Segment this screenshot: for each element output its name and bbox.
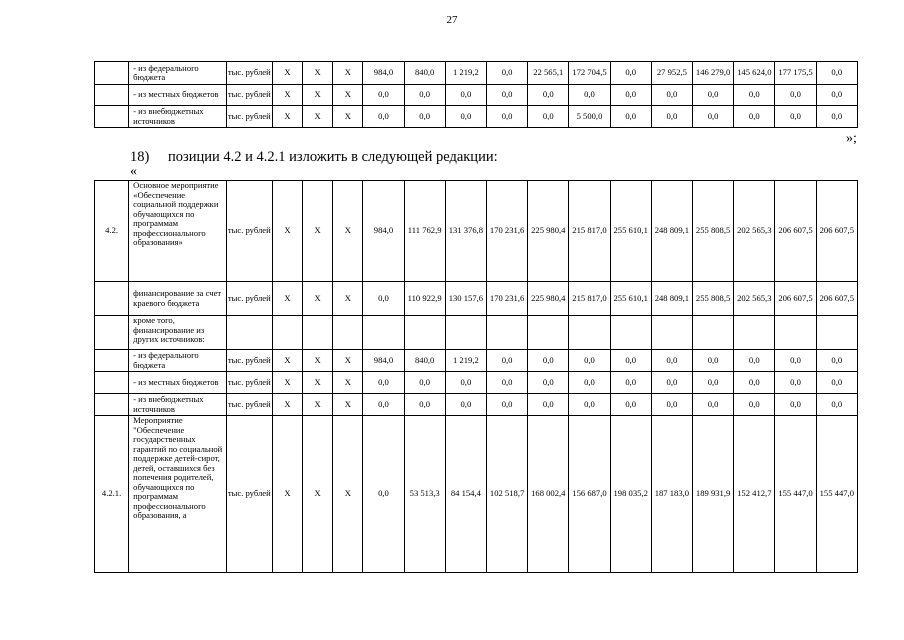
value-cell: 27 952,5 bbox=[651, 62, 692, 85]
value-cell: 146 279,0 bbox=[693, 62, 734, 85]
closing-quote: »; bbox=[846, 131, 857, 146]
value-cell: 840,0 bbox=[404, 350, 445, 372]
value-cell bbox=[303, 316, 333, 350]
value-cell: 0,0 bbox=[610, 62, 651, 85]
value-cell: 225 980,4 bbox=[528, 282, 569, 316]
value-cell: 0,0 bbox=[445, 106, 486, 128]
value-cell: 0,0 bbox=[816, 350, 857, 372]
table-row bbox=[95, 372, 858, 394]
value-cell: X bbox=[303, 85, 333, 106]
value-cell: 225 980,4 bbox=[528, 181, 569, 282]
value-cell: X bbox=[303, 350, 333, 372]
value-cell bbox=[569, 316, 610, 350]
value-cell: 206 607,5 bbox=[816, 282, 857, 316]
value-cell: 0,0 bbox=[404, 106, 445, 128]
value-cell: 0,0 bbox=[651, 350, 692, 372]
value-cell: 1 219,2 bbox=[445, 62, 486, 85]
value-cell: 0,0 bbox=[486, 106, 527, 128]
value-cell: X bbox=[272, 85, 302, 106]
value-cell: 155 447,0 bbox=[816, 416, 857, 573]
value-cell: 5 500,0 bbox=[569, 106, 610, 128]
value-cell: 0,0 bbox=[528, 350, 569, 372]
row-code-cell bbox=[95, 62, 129, 85]
value-cell: 0,0 bbox=[651, 394, 692, 416]
value-cell: 0,0 bbox=[486, 62, 527, 85]
value-cell: 0,0 bbox=[569, 394, 610, 416]
value-cell: X bbox=[303, 282, 333, 316]
value-cell: 0,0 bbox=[693, 394, 734, 416]
row-code-cell bbox=[95, 282, 129, 316]
value-cell: 168 002,4 bbox=[528, 416, 569, 573]
value-cell bbox=[693, 316, 734, 350]
row-unit-cell: тыс. рублей bbox=[226, 106, 272, 128]
value-cell: 984,0 bbox=[363, 350, 404, 372]
value-cell: 0,0 bbox=[610, 106, 651, 128]
table-row bbox=[95, 350, 858, 372]
value-cell: X bbox=[303, 394, 333, 416]
value-cell: X bbox=[303, 62, 333, 85]
value-cell bbox=[333, 316, 363, 350]
row-unit-cell: тыс. рублей bbox=[226, 85, 272, 106]
value-cell: 206 607,5 bbox=[775, 181, 816, 282]
value-cell: 22 565,1 bbox=[528, 62, 569, 85]
row-unit-cell: тыс. рублей bbox=[226, 62, 272, 85]
value-cell: 0,0 bbox=[363, 282, 404, 316]
value-cell: 131 376,8 bbox=[445, 181, 486, 282]
value-cell bbox=[651, 316, 692, 350]
value-cell: 0,0 bbox=[569, 372, 610, 394]
table-row bbox=[95, 282, 858, 316]
value-cell: 0,0 bbox=[569, 85, 610, 106]
value-cell: X bbox=[272, 106, 302, 128]
value-cell: 0,0 bbox=[610, 350, 651, 372]
value-cell: X bbox=[272, 394, 302, 416]
value-cell: 0,0 bbox=[363, 416, 404, 573]
value-cell: X bbox=[272, 350, 302, 372]
row-name-cell: финансирование за счет краевого бюджета bbox=[129, 282, 227, 316]
value-cell: 255 610,1 bbox=[610, 181, 651, 282]
value-cell: 0,0 bbox=[816, 85, 857, 106]
continuation-table bbox=[94, 61, 858, 128]
row-code-cell bbox=[95, 316, 129, 350]
value-cell: 177 175,5 bbox=[775, 62, 816, 85]
value-cell bbox=[734, 316, 775, 350]
value-cell: 0,0 bbox=[363, 372, 404, 394]
value-cell: X bbox=[333, 416, 363, 573]
value-cell: 0,0 bbox=[528, 85, 569, 106]
value-cell: X bbox=[303, 106, 333, 128]
value-cell: X bbox=[303, 416, 333, 573]
item-text: позиции 4.2 и 4.2.1 изложить в следующей редакции: bbox=[168, 149, 498, 165]
row-name-cell: - из внебюджетных источников bbox=[129, 106, 227, 128]
value-cell: 255 610,1 bbox=[610, 282, 651, 316]
page-number: 27 bbox=[446, 14, 458, 26]
row-name-cell: - из федерального бюджета bbox=[129, 350, 227, 372]
value-cell: 0,0 bbox=[363, 394, 404, 416]
row-name-cell: кроме того, финансирование из других источников: bbox=[129, 316, 227, 350]
value-cell: 840,0 bbox=[404, 62, 445, 85]
value-cell: 0,0 bbox=[486, 350, 527, 372]
value-cell: 0,0 bbox=[734, 106, 775, 128]
value-cell: 202 565,3 bbox=[734, 181, 775, 282]
value-cell: 0,0 bbox=[775, 106, 816, 128]
value-cell: 0,0 bbox=[528, 372, 569, 394]
value-cell: 170 231,6 bbox=[486, 181, 527, 282]
value-cell: 984,0 bbox=[363, 62, 404, 85]
value-cell: X bbox=[272, 416, 302, 573]
value-cell: 255 808,5 bbox=[693, 282, 734, 316]
value-cell bbox=[816, 316, 857, 350]
value-cell: 0,0 bbox=[486, 85, 527, 106]
row-code-cell: 4.2. bbox=[95, 181, 129, 282]
value-cell: X bbox=[272, 181, 302, 282]
value-cell: 0,0 bbox=[363, 106, 404, 128]
value-cell: 0,0 bbox=[734, 394, 775, 416]
row-code-cell bbox=[95, 85, 129, 106]
value-cell bbox=[775, 316, 816, 350]
row-name-cell: - из местных бюджетов bbox=[129, 85, 227, 106]
row-name-cell: - из местных бюджетов bbox=[129, 372, 227, 394]
value-cell: 206 607,5 bbox=[816, 181, 857, 282]
value-cell: 102 518,7 bbox=[486, 416, 527, 573]
table-row bbox=[95, 106, 858, 128]
value-cell: 0,0 bbox=[404, 372, 445, 394]
value-cell: 189 931,9 bbox=[693, 416, 734, 573]
value-cell: 198 035,2 bbox=[610, 416, 651, 573]
value-cell: 0,0 bbox=[528, 106, 569, 128]
value-cell: 0,0 bbox=[693, 106, 734, 128]
value-cell: X bbox=[272, 62, 302, 85]
value-cell: 0,0 bbox=[404, 85, 445, 106]
value-cell: 0,0 bbox=[734, 350, 775, 372]
value-cell: 0,0 bbox=[775, 394, 816, 416]
value-cell: 0,0 bbox=[651, 85, 692, 106]
value-cell: 0,0 bbox=[651, 372, 692, 394]
value-cell: 84 154,4 bbox=[445, 416, 486, 573]
row-name-cell: - из внебюджетных источников bbox=[129, 394, 227, 416]
value-cell: 0,0 bbox=[445, 372, 486, 394]
row-code-cell bbox=[95, 394, 129, 416]
value-cell bbox=[404, 316, 445, 350]
row-unit-cell: тыс. рублей bbox=[226, 416, 272, 573]
item-number: 18) bbox=[130, 149, 150, 165]
table-row bbox=[95, 85, 858, 106]
value-cell: 0,0 bbox=[486, 394, 527, 416]
value-cell: X bbox=[333, 394, 363, 416]
value-cell: X bbox=[303, 181, 333, 282]
value-cell: 0,0 bbox=[816, 106, 857, 128]
value-cell: 152 412,7 bbox=[734, 416, 775, 573]
value-cell: 0,0 bbox=[734, 85, 775, 106]
value-cell: 0,0 bbox=[445, 85, 486, 106]
value-cell: 0,0 bbox=[775, 85, 816, 106]
value-cell: X bbox=[303, 372, 333, 394]
value-cell bbox=[272, 316, 302, 350]
value-cell: 1 219,2 bbox=[445, 350, 486, 372]
value-cell: 0,0 bbox=[775, 372, 816, 394]
value-cell: 0,0 bbox=[610, 372, 651, 394]
value-cell: 202 565,3 bbox=[734, 282, 775, 316]
row-unit-cell: тыс. рублей bbox=[226, 282, 272, 316]
value-cell: 248 809,1 bbox=[651, 282, 692, 316]
row-unit-cell: тыс. рублей bbox=[226, 181, 272, 282]
value-cell: 145 624,0 bbox=[734, 62, 775, 85]
value-cell bbox=[363, 316, 404, 350]
row-name-cell: - из федерального бюджета bbox=[129, 62, 227, 85]
table-row bbox=[95, 416, 858, 573]
table-row bbox=[95, 316, 858, 350]
value-cell bbox=[528, 316, 569, 350]
table-row bbox=[95, 394, 858, 416]
value-cell: 0,0 bbox=[445, 394, 486, 416]
value-cell: 0,0 bbox=[404, 394, 445, 416]
value-cell: 187 183,0 bbox=[651, 416, 692, 573]
value-cell: 110 922,9 bbox=[404, 282, 445, 316]
value-cell: 156 687,0 bbox=[569, 416, 610, 573]
row-unit-cell: тыс. рублей bbox=[226, 394, 272, 416]
value-cell: 984,0 bbox=[363, 181, 404, 282]
value-cell: X bbox=[333, 181, 363, 282]
value-cell: 0,0 bbox=[693, 372, 734, 394]
value-cell: 0,0 bbox=[528, 394, 569, 416]
value-cell: X bbox=[333, 350, 363, 372]
value-cell: 172 704,5 bbox=[569, 62, 610, 85]
amendment-item-heading bbox=[130, 149, 498, 166]
value-cell: 255 808,5 bbox=[693, 181, 734, 282]
table-row bbox=[95, 181, 858, 282]
value-cell bbox=[610, 316, 651, 350]
value-cell: 0,0 bbox=[734, 372, 775, 394]
row-code-cell: 4.2.1. bbox=[95, 416, 129, 573]
value-cell: 0,0 bbox=[363, 85, 404, 106]
value-cell: 0,0 bbox=[816, 394, 857, 416]
value-cell: 215 817,0 bbox=[569, 282, 610, 316]
value-cell: 0,0 bbox=[816, 62, 857, 85]
value-cell: X bbox=[333, 85, 363, 106]
value-cell: 130 157,6 bbox=[445, 282, 486, 316]
value-cell bbox=[486, 316, 527, 350]
value-cell: 111 762,9 bbox=[404, 181, 445, 282]
value-cell: 248 809,1 bbox=[651, 181, 692, 282]
opening-quote: « bbox=[130, 164, 137, 179]
value-cell: 53 513,3 bbox=[404, 416, 445, 573]
value-cell: 0,0 bbox=[693, 350, 734, 372]
value-cell: X bbox=[272, 282, 302, 316]
value-cell: 170 231,6 bbox=[486, 282, 527, 316]
value-cell: X bbox=[333, 106, 363, 128]
value-cell: 0,0 bbox=[610, 394, 651, 416]
row-code-cell bbox=[95, 372, 129, 394]
value-cell: 0,0 bbox=[651, 106, 692, 128]
table-row bbox=[95, 62, 858, 85]
value-cell: 206 607,5 bbox=[775, 282, 816, 316]
value-cell: 0,0 bbox=[775, 350, 816, 372]
row-unit-cell bbox=[226, 316, 272, 350]
value-cell: X bbox=[333, 62, 363, 85]
value-cell: 0,0 bbox=[610, 85, 651, 106]
value-cell: 0,0 bbox=[693, 85, 734, 106]
value-cell: X bbox=[333, 372, 363, 394]
value-cell: 0,0 bbox=[816, 372, 857, 394]
row-unit-cell: тыс. рублей bbox=[226, 350, 272, 372]
amended-positions-table bbox=[94, 180, 858, 573]
value-cell: 215 817,0 bbox=[569, 181, 610, 282]
value-cell: X bbox=[333, 282, 363, 316]
row-code-cell bbox=[95, 106, 129, 128]
value-cell: X bbox=[272, 372, 302, 394]
row-name-cell: Основное мероприятие «Обеспечение социальной поддержки обучающихся по программам профессионального образования» bbox=[129, 181, 227, 282]
row-name-cell: Мероприятие "Обеспечение государственных гарантий по социальной поддержке детей-сирот, детей, оставшихся без попечения родителей, обучающихся по программам профессионального образования, а bbox=[129, 416, 227, 573]
value-cell: 155 447,0 bbox=[775, 416, 816, 573]
value-cell bbox=[445, 316, 486, 350]
row-unit-cell: тыс. рублей bbox=[226, 372, 272, 394]
row-code-cell bbox=[95, 350, 129, 372]
value-cell: 0,0 bbox=[569, 350, 610, 372]
value-cell: 0,0 bbox=[486, 372, 527, 394]
